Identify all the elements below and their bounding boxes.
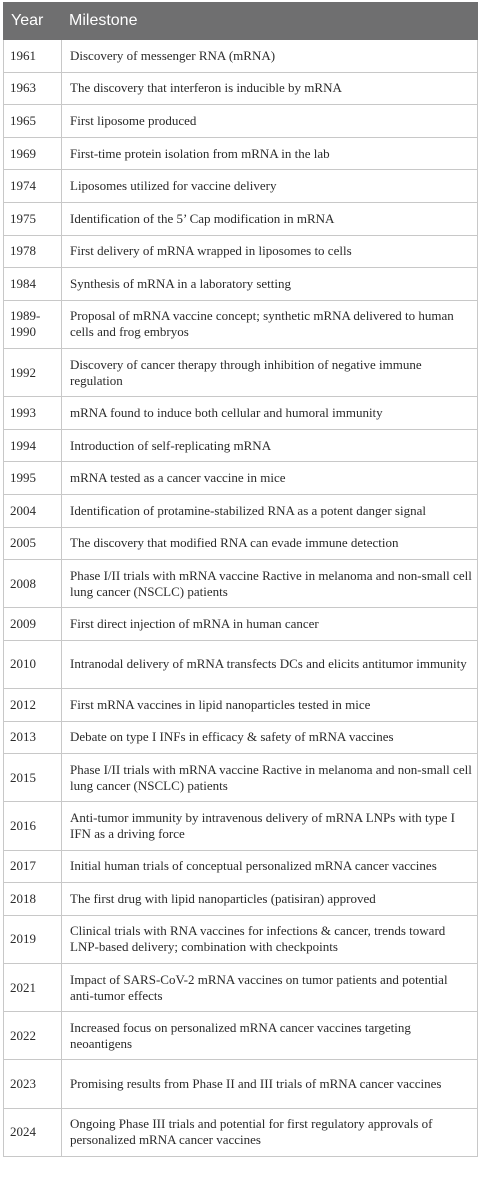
year-cell: 1974 bbox=[4, 170, 62, 203]
milestone-cell: mRNA found to induce both cellular and humoral immunity bbox=[62, 397, 478, 430]
table-row bbox=[4, 1012, 478, 1060]
table-row bbox=[4, 883, 478, 916]
milestone-cell: First delivery of mRNA wrapped in liposomes to cells bbox=[62, 235, 478, 268]
year-cell: 1992 bbox=[4, 348, 62, 396]
milestone-table bbox=[3, 2, 478, 1157]
table-row bbox=[4, 689, 478, 722]
table-row bbox=[4, 137, 478, 170]
milestone-cell: Introduction of self-replicating mRNA bbox=[62, 429, 478, 462]
table-row bbox=[4, 429, 478, 462]
milestone-cell: Synthesis of mRNA in a laboratory setting bbox=[62, 268, 478, 301]
year-cell: 2016 bbox=[4, 802, 62, 850]
milestone-cell: Discovery of cancer therapy through inhibition of negative immune regulation bbox=[62, 348, 478, 396]
table-row bbox=[4, 105, 478, 138]
year-cell: 2013 bbox=[4, 721, 62, 754]
table-row bbox=[4, 527, 478, 560]
year-cell: 1961 bbox=[4, 40, 62, 73]
year-cell: 2012 bbox=[4, 689, 62, 722]
year-cell: 2004 bbox=[4, 494, 62, 527]
year-cell: 1975 bbox=[4, 202, 62, 235]
table-row bbox=[4, 754, 478, 802]
table-row bbox=[4, 964, 478, 1012]
milestone-cell: First mRNA vaccines in lipid nanoparticles tested in mice bbox=[62, 689, 478, 722]
year-cell: 1993 bbox=[4, 397, 62, 430]
year-cell: 1965 bbox=[4, 105, 62, 138]
table-row bbox=[4, 494, 478, 527]
milestone-cell: Liposomes utilized for vaccine delivery bbox=[62, 170, 478, 203]
table-row bbox=[4, 915, 478, 963]
milestone-cell: Initial human trials of conceptual personalized mRNA cancer vaccines bbox=[62, 850, 478, 883]
milestone-cell: Proposal of mRNA vaccine concept; synthetic mRNA delivered to human cells and frog embryos bbox=[62, 300, 478, 348]
year-cell: 1978 bbox=[4, 235, 62, 268]
milestone-cell: First direct injection of mRNA in human cancer bbox=[62, 608, 478, 641]
year-cell: 1995 bbox=[4, 462, 62, 495]
table-row bbox=[4, 640, 478, 688]
milestone-cell: Identification of the 5’ Cap modification in mRNA bbox=[62, 202, 478, 235]
milestone-cell: Phase I/II trials with mRNA vaccine Ractive in melanoma and non-small cell lung cancer (NSCLC) patients bbox=[62, 754, 478, 802]
table-row bbox=[4, 802, 478, 850]
header-row bbox=[4, 3, 478, 40]
year-cell: 2022 bbox=[4, 1012, 62, 1060]
milestone-cell: The discovery that modified RNA can evade immune detection bbox=[62, 527, 478, 560]
table-row bbox=[4, 40, 478, 73]
table-row bbox=[4, 300, 478, 348]
milestone-cell: First liposome produced bbox=[62, 105, 478, 138]
table-body bbox=[4, 40, 478, 1157]
milestone-cell: Increased focus on personalized mRNA cancer vaccines targeting neoantigens bbox=[62, 1012, 478, 1060]
milestone-cell: Ongoing Phase III trials and potential for first regulatory approvals of personalized mRNA cancer vaccines bbox=[62, 1108, 478, 1156]
table-row bbox=[4, 235, 478, 268]
table-row bbox=[4, 721, 478, 754]
year-cell: 2018 bbox=[4, 883, 62, 916]
year-cell: 2010 bbox=[4, 640, 62, 688]
table-row bbox=[4, 268, 478, 301]
year-cell: 1989-1990 bbox=[4, 300, 62, 348]
table-row bbox=[4, 170, 478, 203]
year-cell: 2023 bbox=[4, 1060, 62, 1108]
table-row bbox=[4, 72, 478, 105]
milestone-cell: mRNA tested as a cancer vaccine in mice bbox=[62, 462, 478, 495]
table-row bbox=[4, 462, 478, 495]
header-milestone: Milestone bbox=[62, 3, 478, 40]
milestone-cell: Promising results from Phase II and III trials of mRNA cancer vaccines bbox=[62, 1060, 478, 1108]
milestone-cell: Discovery of messenger RNA (mRNA) bbox=[62, 40, 478, 73]
header-year: Year bbox=[4, 3, 62, 40]
milestone-cell: Impact of SARS-CoV-2 mRNA vaccines on tumor patients and potential anti-tumor effects bbox=[62, 964, 478, 1012]
milestone-cell: The first drug with lipid nanoparticles (patisiran) approved bbox=[62, 883, 478, 916]
table-row bbox=[4, 850, 478, 883]
milestone-cell: The discovery that interferon is inducible by mRNA bbox=[62, 72, 478, 105]
table-row bbox=[4, 608, 478, 641]
table-row bbox=[4, 348, 478, 396]
year-cell: 1969 bbox=[4, 137, 62, 170]
milestone-cell: Debate on type I INFs in efficacy & safety of mRNA vaccines bbox=[62, 721, 478, 754]
table-row bbox=[4, 1108, 478, 1156]
milestone-cell: Anti-tumor immunity by intravenous delivery of mRNA LNPs with type I IFN as a driving force bbox=[62, 802, 478, 850]
year-cell: 2021 bbox=[4, 964, 62, 1012]
milestone-cell: Phase I/II trials with mRNA vaccine Ractive in melanoma and non-small cell lung cancer (NSCLC) patients bbox=[62, 560, 478, 608]
table-row bbox=[4, 560, 478, 608]
table-row bbox=[4, 202, 478, 235]
milestone-cell: First-time protein isolation from mRNA in the lab bbox=[62, 137, 478, 170]
year-cell: 2009 bbox=[4, 608, 62, 641]
year-cell: 2008 bbox=[4, 560, 62, 608]
milestone-cell: Identification of protamine-stabilized RNA as a potent danger signal bbox=[62, 494, 478, 527]
year-cell: 2017 bbox=[4, 850, 62, 883]
year-cell: 2015 bbox=[4, 754, 62, 802]
milestone-cell: Clinical trials with RNA vaccines for infections & cancer, trends toward LNP-based delivery; combination with checkpoints bbox=[62, 915, 478, 963]
year-cell: 1984 bbox=[4, 268, 62, 301]
year-cell: 1994 bbox=[4, 429, 62, 462]
table-header bbox=[4, 3, 478, 40]
year-cell: 2019 bbox=[4, 915, 62, 963]
year-cell: 1963 bbox=[4, 72, 62, 105]
year-cell: 2024 bbox=[4, 1108, 62, 1156]
table-row bbox=[4, 397, 478, 430]
year-cell: 2005 bbox=[4, 527, 62, 560]
table-row bbox=[4, 1060, 478, 1108]
milestone-cell: Intranodal delivery of mRNA transfects DCs and elicits antitumor immunity bbox=[62, 640, 478, 688]
